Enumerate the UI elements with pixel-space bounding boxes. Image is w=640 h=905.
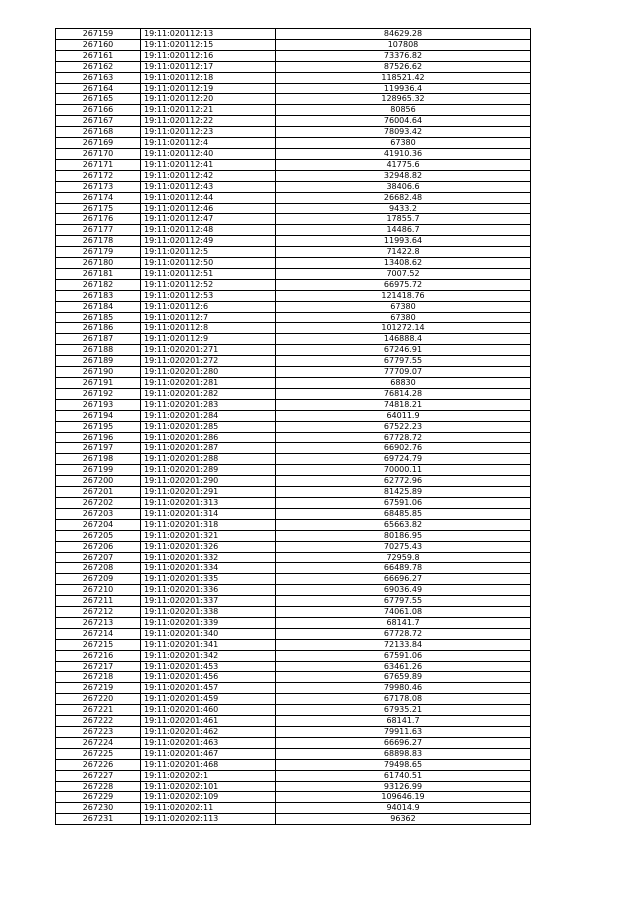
cadastral-number-cell: 19:11:020202:1: [141, 770, 276, 781]
row-id-cell: 267162: [56, 61, 141, 72]
cadastral-number-cell: 19:11:020112:48: [141, 225, 276, 236]
cadastral-number-cell: 19:11:020112:51: [141, 268, 276, 279]
cadastral-number-cell: 19:11:020201:280: [141, 367, 276, 378]
row-id-cell: 267225: [56, 748, 141, 759]
amount-cell: 41775.6: [276, 159, 531, 170]
cadastral-number-cell: 19:11:020112:18: [141, 72, 276, 83]
row-id-cell: 267218: [56, 672, 141, 683]
amount-cell: 17855.7: [276, 214, 531, 225]
amount-cell: 94014.9: [276, 803, 531, 814]
row-id-cell: 267161: [56, 50, 141, 61]
cadastral-number-cell: 19:11:020112:5: [141, 247, 276, 258]
amount-cell: 101272.14: [276, 323, 531, 334]
amount-cell: 72133.84: [276, 639, 531, 650]
row-id-cell: 267201: [56, 487, 141, 498]
amount-cell: 66975.72: [276, 279, 531, 290]
amount-cell: 96362: [276, 814, 531, 825]
amount-cell: 71422.8: [276, 247, 531, 258]
amount-cell: 80186.95: [276, 530, 531, 541]
table-row: [56, 61, 531, 72]
row-id-cell: 267216: [56, 650, 141, 661]
cadastral-number-cell: 19:11:020202:109: [141, 792, 276, 803]
row-id-cell: 267190: [56, 367, 141, 378]
cadastral-number-cell: 19:11:020112:46: [141, 203, 276, 214]
table-row: [56, 378, 531, 389]
cadastral-number-cell: 19:11:020201:341: [141, 639, 276, 650]
cadastral-number-cell: 19:11:020201:337: [141, 596, 276, 607]
row-id-cell: 267195: [56, 421, 141, 432]
amount-cell: 67178.08: [276, 694, 531, 705]
amount-cell: 93126.99: [276, 781, 531, 792]
cadastral-number-cell: 19:11:020112:7: [141, 312, 276, 323]
row-id-cell: 267229: [56, 792, 141, 803]
table-row: [56, 138, 531, 149]
amount-cell: 79498.65: [276, 759, 531, 770]
table-body: [56, 29, 531, 825]
table-row: [56, 683, 531, 694]
row-id-cell: 267217: [56, 661, 141, 672]
amount-cell: 87526.62: [276, 61, 531, 72]
row-id-cell: 267212: [56, 607, 141, 618]
row-id-cell: 267180: [56, 258, 141, 269]
cadastral-number-cell: 19:11:020112:50: [141, 258, 276, 269]
table-row: [56, 388, 531, 399]
table-row: [56, 650, 531, 661]
amount-cell: 69036.49: [276, 585, 531, 596]
row-id-cell: 267181: [56, 268, 141, 279]
row-id-cell: 267184: [56, 301, 141, 312]
table-row: [56, 83, 531, 94]
cadastral-number-cell: 19:11:020201:342: [141, 650, 276, 661]
cadastral-number-cell: 19:11:020112:19: [141, 83, 276, 94]
amount-cell: 78093.42: [276, 127, 531, 138]
row-id-cell: 267215: [56, 639, 141, 650]
amount-cell: 70000.11: [276, 465, 531, 476]
cadastral-number-cell: 19:11:020201:281: [141, 378, 276, 389]
row-id-cell: 267169: [56, 138, 141, 149]
row-id-cell: 267187: [56, 334, 141, 345]
row-id-cell: 267171: [56, 159, 141, 170]
row-id-cell: 267173: [56, 181, 141, 192]
cadastral-number-cell: 19:11:020112:8: [141, 323, 276, 334]
cadastral-number-cell: 19:11:020112:16: [141, 50, 276, 61]
row-id-cell: 267209: [56, 574, 141, 585]
row-id-cell: 267179: [56, 247, 141, 258]
amount-cell: 9433.2: [276, 203, 531, 214]
cadastral-number-cell: 19:11:020201:284: [141, 410, 276, 421]
table-row: [56, 170, 531, 181]
row-id-cell: 267177: [56, 225, 141, 236]
amount-cell: 38406.6: [276, 181, 531, 192]
row-id-cell: 267192: [56, 388, 141, 399]
table-row: [56, 727, 531, 738]
table-row: [56, 781, 531, 792]
cadastral-number-cell: 19:11:020112:9: [141, 334, 276, 345]
table-row: [56, 628, 531, 639]
table-row: [56, 268, 531, 279]
table-row: [56, 465, 531, 476]
table-row: [56, 105, 531, 116]
amount-cell: 68141.7: [276, 617, 531, 628]
cadastral-number-cell: 19:11:020201:335: [141, 574, 276, 585]
row-id-cell: 267205: [56, 530, 141, 541]
cadastral-number-cell: 19:11:020112:4: [141, 138, 276, 149]
cadastral-number-cell: 19:11:020112:15: [141, 39, 276, 50]
cadastral-number-cell: 19:11:020112:20: [141, 94, 276, 105]
table-row: [56, 29, 531, 40]
table-row: [56, 585, 531, 596]
row-id-cell: 267228: [56, 781, 141, 792]
cadastral-number-cell: 19:11:020201:459: [141, 694, 276, 705]
table-row: [56, 50, 531, 61]
cadastral-number-cell: 19:11:020201:321: [141, 530, 276, 541]
amount-cell: 68485.85: [276, 508, 531, 519]
table-row: [56, 748, 531, 759]
cadastral-number-cell: 19:11:020112:44: [141, 192, 276, 203]
row-id-cell: 267168: [56, 127, 141, 138]
amount-cell: 26682.48: [276, 192, 531, 203]
row-id-cell: 267176: [56, 214, 141, 225]
cadastral-number-cell: 19:11:020201:453: [141, 661, 276, 672]
table-row: [56, 39, 531, 50]
cadastral-number-cell: 19:11:020201:332: [141, 552, 276, 563]
row-id-cell: 267219: [56, 683, 141, 694]
cadastral-number-cell: 19:11:020112:22: [141, 116, 276, 127]
table-row: [56, 759, 531, 770]
table-row: [56, 181, 531, 192]
amount-cell: 63461.26: [276, 661, 531, 672]
amount-cell: 79980.46: [276, 683, 531, 694]
amount-cell: 67522.23: [276, 421, 531, 432]
cadastral-number-cell: 19:11:020201:282: [141, 388, 276, 399]
cadastral-number-cell: 19:11:020112:40: [141, 148, 276, 159]
amount-cell: 73376.82: [276, 50, 531, 61]
amount-cell: 74818.21: [276, 399, 531, 410]
amount-cell: 66696.27: [276, 737, 531, 748]
row-id-cell: 267172: [56, 170, 141, 181]
table-row: [56, 159, 531, 170]
cadastral-number-cell: 19:11:020112:53: [141, 290, 276, 301]
cadastral-number-cell: 19:11:020201:318: [141, 519, 276, 530]
table-row: [56, 814, 531, 825]
row-id-cell: 267204: [56, 519, 141, 530]
table-row: [56, 323, 531, 334]
cadastral-number-cell: 19:11:020201:467: [141, 748, 276, 759]
row-id-cell: 267231: [56, 814, 141, 825]
cadastral-number-cell: 19:11:020112:13: [141, 29, 276, 40]
amount-cell: 7007.52: [276, 268, 531, 279]
table-row: [56, 607, 531, 618]
row-id-cell: 267191: [56, 378, 141, 389]
table-row: [56, 574, 531, 585]
row-id-cell: 267223: [56, 727, 141, 738]
table-row: [56, 192, 531, 203]
amount-cell: 119936.4: [276, 83, 531, 94]
row-id-cell: 267159: [56, 29, 141, 40]
row-id-cell: 267163: [56, 72, 141, 83]
amount-cell: 68898.83: [276, 748, 531, 759]
table-row: [56, 279, 531, 290]
amount-cell: 67797.55: [276, 596, 531, 607]
table-row: [56, 508, 531, 519]
table-row: [56, 236, 531, 247]
row-id-cell: 267194: [56, 410, 141, 421]
amount-cell: 76814.28: [276, 388, 531, 399]
row-id-cell: 267208: [56, 563, 141, 574]
table-row: [56, 519, 531, 530]
amount-cell: 81425.89: [276, 487, 531, 498]
table-row: [56, 737, 531, 748]
amount-cell: 68141.7: [276, 716, 531, 727]
table-row: [56, 443, 531, 454]
table-row: [56, 770, 531, 781]
amount-cell: 67380: [276, 312, 531, 323]
row-id-cell: 267222: [56, 716, 141, 727]
table-row: [56, 399, 531, 410]
amount-cell: 67728.72: [276, 432, 531, 443]
amount-cell: 67246.91: [276, 345, 531, 356]
cadastral-number-cell: 19:11:020201:288: [141, 454, 276, 465]
cadastral-number-cell: 19:11:020201:334: [141, 563, 276, 574]
amount-cell: 146888.4: [276, 334, 531, 345]
cadastral-number-cell: 19:11:020202:101: [141, 781, 276, 792]
table-row: [56, 127, 531, 138]
cadastral-number-cell: 19:11:020201:283: [141, 399, 276, 410]
cadastral-number-cell: 19:11:020201:285: [141, 421, 276, 432]
amount-cell: 67380: [276, 301, 531, 312]
amount-cell: 67591.06: [276, 497, 531, 508]
table-row: [56, 563, 531, 574]
amount-cell: 72959.8: [276, 552, 531, 563]
cadastral-number-cell: 19:11:020201:289: [141, 465, 276, 476]
row-id-cell: 267213: [56, 617, 141, 628]
cadastral-number-cell: 19:11:020201:463: [141, 737, 276, 748]
amount-cell: 77709.07: [276, 367, 531, 378]
cadastral-number-cell: 19:11:020112:42: [141, 170, 276, 181]
amount-cell: 66902.76: [276, 443, 531, 454]
cadastral-number-cell: 19:11:020112:49: [141, 236, 276, 247]
row-id-cell: 267183: [56, 290, 141, 301]
cadastral-number-cell: 19:11:020201:286: [141, 432, 276, 443]
row-id-cell: 267175: [56, 203, 141, 214]
row-id-cell: 267170: [56, 148, 141, 159]
table-row: [56, 432, 531, 443]
table-row: [56, 487, 531, 498]
cadastral-number-cell: 19:11:020201:291: [141, 487, 276, 498]
amount-cell: 107808: [276, 39, 531, 50]
cadastral-number-cell: 19:11:020201:456: [141, 672, 276, 683]
row-id-cell: 267167: [56, 116, 141, 127]
row-id-cell: 267160: [56, 39, 141, 50]
table-row: [56, 694, 531, 705]
amount-cell: 67380: [276, 138, 531, 149]
cadastral-number-cell: 19:11:020201:271: [141, 345, 276, 356]
row-id-cell: 267230: [56, 803, 141, 814]
table-row: [56, 367, 531, 378]
cadastral-number-cell: 19:11:020112:52: [141, 279, 276, 290]
amount-cell: 80856: [276, 105, 531, 116]
row-id-cell: 267165: [56, 94, 141, 105]
amount-cell: 32948.82: [276, 170, 531, 181]
cadastral-number-cell: 19:11:020112:17: [141, 61, 276, 72]
table-row: [56, 247, 531, 258]
amount-cell: 70275.43: [276, 541, 531, 552]
table-row: [56, 792, 531, 803]
cadastral-number-cell: 19:11:020201:314: [141, 508, 276, 519]
cadastral-number-cell: 19:11:020202:113: [141, 814, 276, 825]
row-id-cell: 267211: [56, 596, 141, 607]
table-row: [56, 312, 531, 323]
table-row: [56, 356, 531, 367]
amount-cell: 62772.96: [276, 476, 531, 487]
cadastral-number-cell: 19:11:020112:41: [141, 159, 276, 170]
table-row: [56, 530, 531, 541]
row-id-cell: 267193: [56, 399, 141, 410]
cadastral-number-cell: 19:11:020201:326: [141, 541, 276, 552]
row-id-cell: 267189: [56, 356, 141, 367]
table-row: [56, 716, 531, 727]
row-id-cell: 267221: [56, 705, 141, 716]
table-row: [56, 148, 531, 159]
table-row: [56, 345, 531, 356]
data-table: [55, 28, 531, 825]
amount-cell: 67797.55: [276, 356, 531, 367]
table-row: [56, 214, 531, 225]
cadastral-number-cell: 19:11:020201:340: [141, 628, 276, 639]
row-id-cell: 267206: [56, 541, 141, 552]
cadastral-number-cell: 19:11:020201:457: [141, 683, 276, 694]
amount-cell: 109646.19: [276, 792, 531, 803]
table-row: [56, 617, 531, 628]
row-id-cell: 267203: [56, 508, 141, 519]
row-id-cell: 267226: [56, 759, 141, 770]
table-row: [56, 410, 531, 421]
amount-cell: 14486.7: [276, 225, 531, 236]
row-id-cell: 267202: [56, 497, 141, 508]
amount-cell: 41910.36: [276, 148, 531, 159]
cadastral-number-cell: 19:11:020201:338: [141, 607, 276, 618]
amount-cell: 79911.63: [276, 727, 531, 738]
table-row: [56, 803, 531, 814]
amount-cell: 74061.08: [276, 607, 531, 618]
row-id-cell: 267200: [56, 476, 141, 487]
row-id-cell: 267227: [56, 770, 141, 781]
table-row: [56, 72, 531, 83]
row-id-cell: 267166: [56, 105, 141, 116]
cadastral-number-cell: 19:11:020201:339: [141, 617, 276, 628]
row-id-cell: 267220: [56, 694, 141, 705]
row-id-cell: 267164: [56, 83, 141, 94]
amount-cell: 66489.78: [276, 563, 531, 574]
row-id-cell: 267186: [56, 323, 141, 334]
table-row: [56, 116, 531, 127]
cadastral-number-cell: 19:11:020201:468: [141, 759, 276, 770]
amount-cell: 67591.06: [276, 650, 531, 661]
row-id-cell: 267214: [56, 628, 141, 639]
cadastral-number-cell: 19:11:020201:290: [141, 476, 276, 487]
amount-cell: 67935.21: [276, 705, 531, 716]
table-row: [56, 334, 531, 345]
table-row: [56, 301, 531, 312]
table-row: [56, 454, 531, 465]
cadastral-number-cell: 19:11:020112:6: [141, 301, 276, 312]
table-row: [56, 639, 531, 650]
cadastral-number-cell: 19:11:020201:462: [141, 727, 276, 738]
amount-cell: 67728.72: [276, 628, 531, 639]
cadastral-number-cell: 19:11:020201:287: [141, 443, 276, 454]
table-row: [56, 258, 531, 269]
row-id-cell: 267185: [56, 312, 141, 323]
table-row: [56, 497, 531, 508]
amount-cell: 13408.62: [276, 258, 531, 269]
cadastral-number-cell: 19:11:020201:313: [141, 497, 276, 508]
amount-cell: 66696.27: [276, 574, 531, 585]
cadastral-number-cell: 19:11:020201:272: [141, 356, 276, 367]
cadastral-number-cell: 19:11:020112:47: [141, 214, 276, 225]
table-row: [56, 421, 531, 432]
amount-cell: 128965.32: [276, 94, 531, 105]
amount-cell: 11993.64: [276, 236, 531, 247]
table-row: [56, 290, 531, 301]
amount-cell: 65663.82: [276, 519, 531, 530]
cadastral-number-cell: 19:11:020201:460: [141, 705, 276, 716]
row-id-cell: 267198: [56, 454, 141, 465]
cadastral-number-cell: 19:11:020112:43: [141, 181, 276, 192]
row-id-cell: 267210: [56, 585, 141, 596]
table-row: [56, 672, 531, 683]
amount-cell: 61740.51: [276, 770, 531, 781]
row-id-cell: 267174: [56, 192, 141, 203]
cadastral-number-cell: 19:11:020201:336: [141, 585, 276, 596]
table-row: [56, 552, 531, 563]
amount-cell: 76004.64: [276, 116, 531, 127]
amount-cell: 84629.28: [276, 29, 531, 40]
table-row: [56, 596, 531, 607]
row-id-cell: 267182: [56, 279, 141, 290]
cadastral-number-cell: 19:11:020112:21: [141, 105, 276, 116]
amount-cell: 121418.76: [276, 290, 531, 301]
cadastral-number-cell: 19:11:020112:23: [141, 127, 276, 138]
row-id-cell: 267178: [56, 236, 141, 247]
amount-cell: 64011.9: [276, 410, 531, 421]
table-row: [56, 225, 531, 236]
amount-cell: 69724.79: [276, 454, 531, 465]
row-id-cell: 267196: [56, 432, 141, 443]
row-id-cell: 267188: [56, 345, 141, 356]
table-row: [56, 541, 531, 552]
row-id-cell: 267224: [56, 737, 141, 748]
row-id-cell: 267199: [56, 465, 141, 476]
table-row: [56, 203, 531, 214]
row-id-cell: 267197: [56, 443, 141, 454]
cadastral-number-cell: 19:11:020201:461: [141, 716, 276, 727]
table-row: [56, 476, 531, 487]
table-row: [56, 705, 531, 716]
amount-cell: 118521.42: [276, 72, 531, 83]
table-row: [56, 661, 531, 672]
amount-cell: 67659.89: [276, 672, 531, 683]
row-id-cell: 267207: [56, 552, 141, 563]
cadastral-number-cell: 19:11:020202:11: [141, 803, 276, 814]
table-row: [56, 94, 531, 105]
amount-cell: 68830: [276, 378, 531, 389]
